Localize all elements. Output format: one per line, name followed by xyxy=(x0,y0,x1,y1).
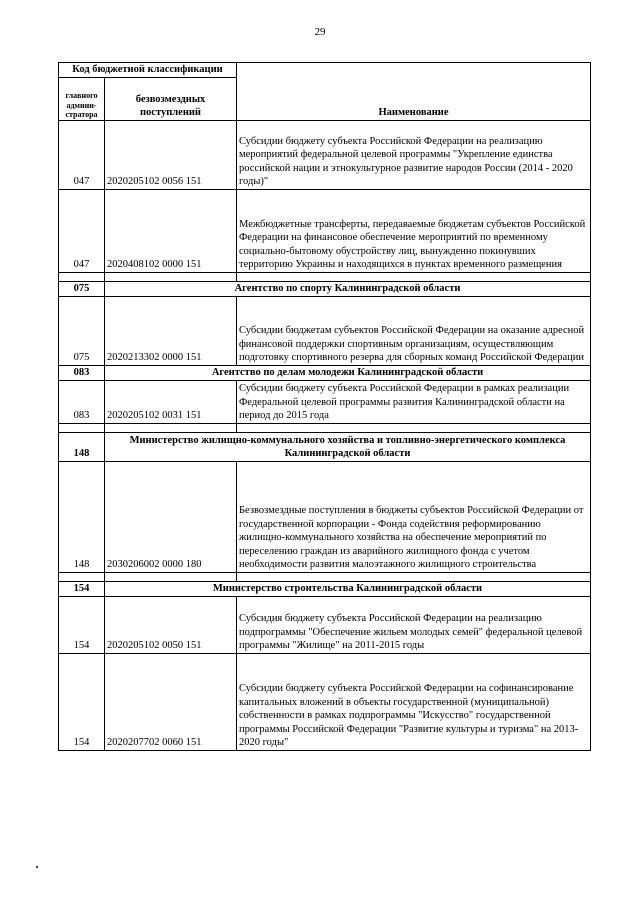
section-title: Министерство жилищно-коммунального хозяйства и топливно-энергетического комплекса Калининградской области xyxy=(105,432,591,461)
section-admin-code: 154 xyxy=(59,581,105,596)
header-code-group: Код бюджетной классификации xyxy=(59,63,237,78)
table-row xyxy=(59,461,591,572)
budget-classification-table xyxy=(58,62,591,751)
section-admin-code: 148 xyxy=(59,432,105,461)
admin-code-cell: 075 xyxy=(59,296,105,365)
name-cell: Субсидии бюджетам субъектов Российской Федерации на оказание адресной финансовой поддержки спортивным организациям, осуществляющим подготовку спортивного резерва для сборных команд Российской Федерации xyxy=(237,296,591,365)
header-name: Наименование xyxy=(237,63,591,121)
budget-code-cell: 2020205102 0031 151 xyxy=(105,380,237,423)
table-row xyxy=(59,596,591,653)
section-header xyxy=(59,581,591,596)
section-title: Агентство по спорту Калининградской области xyxy=(105,281,591,296)
section-header xyxy=(59,281,591,296)
name-cell: Субсидии бюджету субъекта Российской Федерации на реализацию мероприятий федеральной целевой программы "Укрепление единства российской нации и этнокультурное развитие народов России (2014 - 2020 годы)" xyxy=(237,120,591,189)
admin-code-cell: 148 xyxy=(59,461,105,572)
section-admin-code: 083 xyxy=(59,365,105,380)
section-header xyxy=(59,365,591,380)
budget-code-cell: 2020205102 0050 151 xyxy=(105,596,237,653)
admin-code-cell: 154 xyxy=(59,596,105,653)
table-row xyxy=(59,296,591,365)
admin-code-cell: 154 xyxy=(59,653,105,750)
table-row xyxy=(59,120,591,189)
header-admin: главного админи-стратора xyxy=(59,77,105,120)
admin-code-cell: 047 xyxy=(59,189,105,272)
budget-code-cell: 2020205102 0056 151 xyxy=(105,120,237,189)
budget-code-cell: 2020408102 0000 151 xyxy=(105,189,237,272)
section-admin-code: 075 xyxy=(59,281,105,296)
header-bez: безвозмездных поступлений xyxy=(105,77,237,120)
budget-code-cell: 2020213302 0000 151 xyxy=(105,296,237,365)
name-cell: Безвозмездные поступления в бюджеты субъектов Российской Федерации от государственной корпорации - Фонда содействия реформированию жилищно-коммунального хозяйства на обеспечение мероприятий по переселению граждан из аварийного жилищного фонда с учетом необходимости развития малоэтажного жилищного строительства xyxy=(237,461,591,572)
name-cell: Межбюджетные трансферты, передаваемые бюджетам субъектов Российской Федерации на финансовое обеспечение мероприятий по временному социально-бытовому обустройству лиц, вынужденно покинувших территорию Украины и находящихся в пунктах временного размещения xyxy=(237,189,591,272)
name-cell: Субсидии бюджету субъекта Российской Федерации на софинансирование капитальных вложений в объекты государственной (муниципальной) собственности в рамках подпрограммы "Искусство" государственной программы Российской Федерации "Развитие культуры и туризма" на 2013-2020 годы" xyxy=(237,653,591,750)
table-row xyxy=(59,380,591,423)
budget-code-cell: 2020207702 0060 151 xyxy=(105,653,237,750)
name-cell: Субсидия бюджету субъекта Российской Федерации на реализацию подпрограммы "Обеспечение жильем молодых семей" федеральной целевой программы "Жилище" на 2011-2015 годы xyxy=(237,596,591,653)
table-row xyxy=(59,653,591,750)
section-header xyxy=(59,432,591,461)
budget-code-cell: 2030206002 0000 180 xyxy=(105,461,237,572)
section-title: Министерство строительства Калининградской области xyxy=(105,581,591,596)
admin-code-cell: 083 xyxy=(59,380,105,423)
page-number: 29 xyxy=(314,26,326,38)
table-row xyxy=(59,189,591,272)
name-cell: Субсидии бюджету субъекта Российской Федерации в рамках реализации Федеральной целевой программы развития Калининградской области на период до 2015 года xyxy=(237,380,591,423)
scan-dot-mark xyxy=(36,866,38,868)
section-title: Агентство по делам молодежи Калининградской области xyxy=(105,365,591,380)
admin-code-cell: 047 xyxy=(59,120,105,189)
